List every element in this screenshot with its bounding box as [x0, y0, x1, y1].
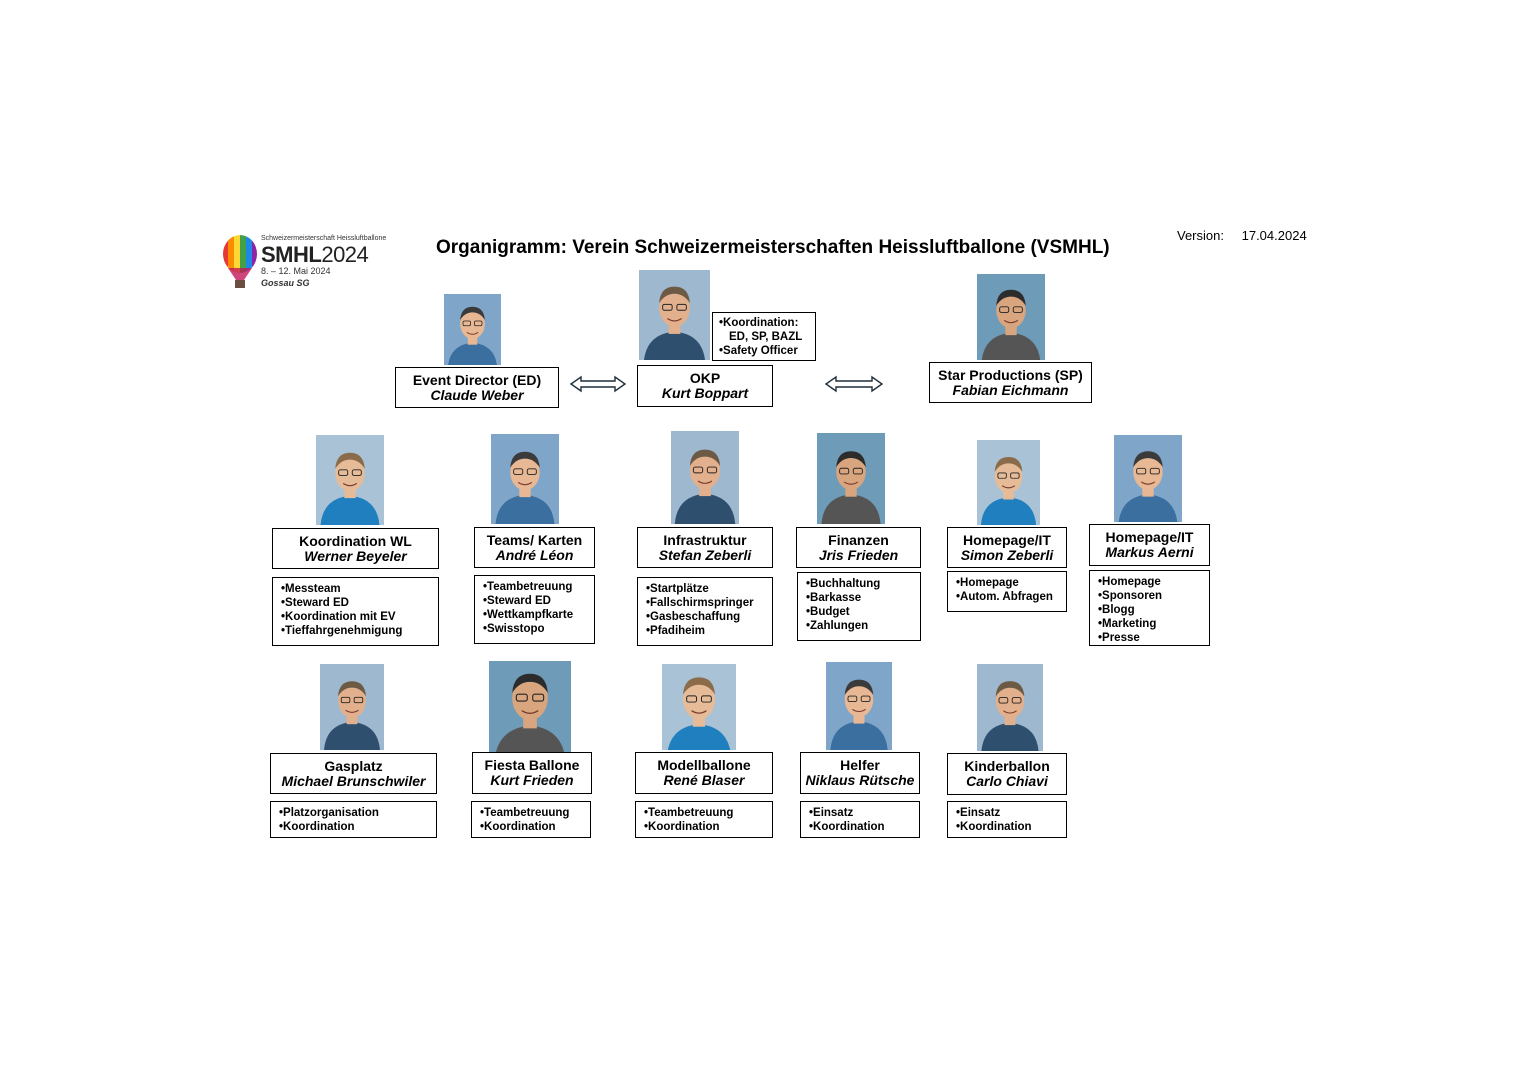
tasks-fiesta-ballone: •Teambetreuung •Koordination — [471, 801, 591, 838]
portrait-photo — [444, 294, 501, 365]
double-arrow-icon — [569, 375, 627, 393]
box-finanzen: Finanzen Jris Frieden — [796, 527, 921, 568]
logo-dates: 8. – 12. Mai 2024 — [261, 266, 331, 276]
portrait-photo — [662, 664, 736, 750]
box-infrastruktur: Infrastruktur Stefan Zeberli — [637, 527, 773, 568]
photo-ed — [444, 294, 501, 365]
photo-row1-2 — [671, 431, 739, 524]
box-star-productions: Star Productions (SP) Fabian Eichmann — [929, 362, 1092, 403]
portrait-photo — [671, 431, 739, 524]
box-koordination-wl: Koordination WL Werner Beyeler — [272, 528, 439, 569]
portrait-photo — [320, 664, 384, 750]
photo-sp — [977, 274, 1045, 360]
box-fiesta-ballone: Fiesta Ballone Kurt Frieden — [472, 752, 592, 794]
tasks-infrastruktur: •Startplätze •Fallschirmspringer •Gasbeschaffung •Pfadiheim — [637, 577, 773, 646]
photo-row2-3 — [826, 662, 892, 750]
portrait-photo — [316, 435, 384, 525]
box-homepage-it-2: Homepage/IT Markus Aerni — [1089, 524, 1210, 566]
photo-row1-3 — [817, 433, 885, 524]
tasks-helfer: •Einsatz •Koordination — [800, 801, 920, 838]
photo-row1-4 — [977, 440, 1040, 525]
portrait-photo — [639, 270, 710, 360]
logo-brand: SMHL2024 — [261, 242, 369, 267]
tasks-homepage-it-2: •Homepage •Sponsoren •Blogg •Marketing •Presse — [1089, 570, 1210, 646]
portrait-photo — [977, 274, 1045, 360]
tasks-koordination-wl: •Messteam •Steward ED •Koordination mit EV •Tieffahrgenehmigung — [272, 577, 439, 646]
tasks-kinderballon: •Einsatz •Koordination — [947, 801, 1067, 838]
portrait-photo — [489, 661, 571, 752]
box-helfer: Helfer Niklaus Rütsche — [800, 752, 920, 794]
tasks-homepage-it-1: •Homepage •Autom. Abfragen — [947, 571, 1067, 612]
logo-place: Gossau SG — [261, 278, 310, 288]
portrait-photo — [817, 433, 885, 524]
portrait-photo — [491, 434, 559, 524]
box-modellballone: Modellballone René Blaser — [635, 752, 773, 794]
page-title: Organigramm: Verein Schweizermeisterschaften Heissluftballone (VSMHL) — [436, 237, 1110, 258]
photo-okp — [639, 270, 710, 360]
box-kinderballon: Kinderballon Carlo Chiavi — [947, 753, 1067, 795]
portrait-photo — [977, 664, 1043, 751]
box-event-director: Event Director (ED) Claude Weber — [395, 367, 559, 408]
tasks-gasplatz: •Platzorganisation •Koordination — [270, 801, 437, 838]
smhl-logo — [222, 234, 387, 294]
box-teams-karten: Teams/ Karten André Léon — [474, 527, 595, 568]
photo-row1-1 — [491, 434, 559, 524]
version-date: 17.04.2024 — [1241, 228, 1307, 243]
tasks-teams-karten: •Teambetreuung •Steward ED •Wettkampfkarte •Swisstopo — [474, 575, 595, 644]
photo-row2-0 — [320, 664, 384, 750]
double-arrow-icon — [824, 375, 884, 393]
box-gasplatz: Gasplatz Michael Brunschwiler — [270, 753, 437, 794]
version-info — [1177, 228, 1307, 243]
box-homepage-it-1: Homepage/IT Simon Zeberli — [947, 527, 1067, 568]
portrait-photo — [826, 662, 892, 750]
tasks-finanzen: •Buchhaltung •Barkasse •Budget •Zahlungen — [797, 572, 921, 641]
version-label: Version: — [1177, 228, 1224, 243]
balloon-icon — [222, 234, 258, 290]
photo-row2-1 — [489, 661, 571, 752]
okp-note: •Koordination: ED, SP, BAZL •Safety Officer — [712, 312, 816, 361]
box-okp: OKP Kurt Boppart — [637, 365, 773, 407]
tasks-modellballone: •Teambetreuung •Koordination — [635, 801, 773, 838]
photo-row2-4 — [977, 664, 1043, 751]
photo-row1-5 — [1114, 435, 1182, 522]
portrait-photo — [1114, 435, 1182, 522]
portrait-photo — [977, 440, 1040, 525]
photo-row2-2 — [662, 664, 736, 750]
photo-row1-0 — [316, 435, 384, 525]
logo-tagline: Schweizermeisterschaft Heissluftballone — [261, 235, 387, 242]
